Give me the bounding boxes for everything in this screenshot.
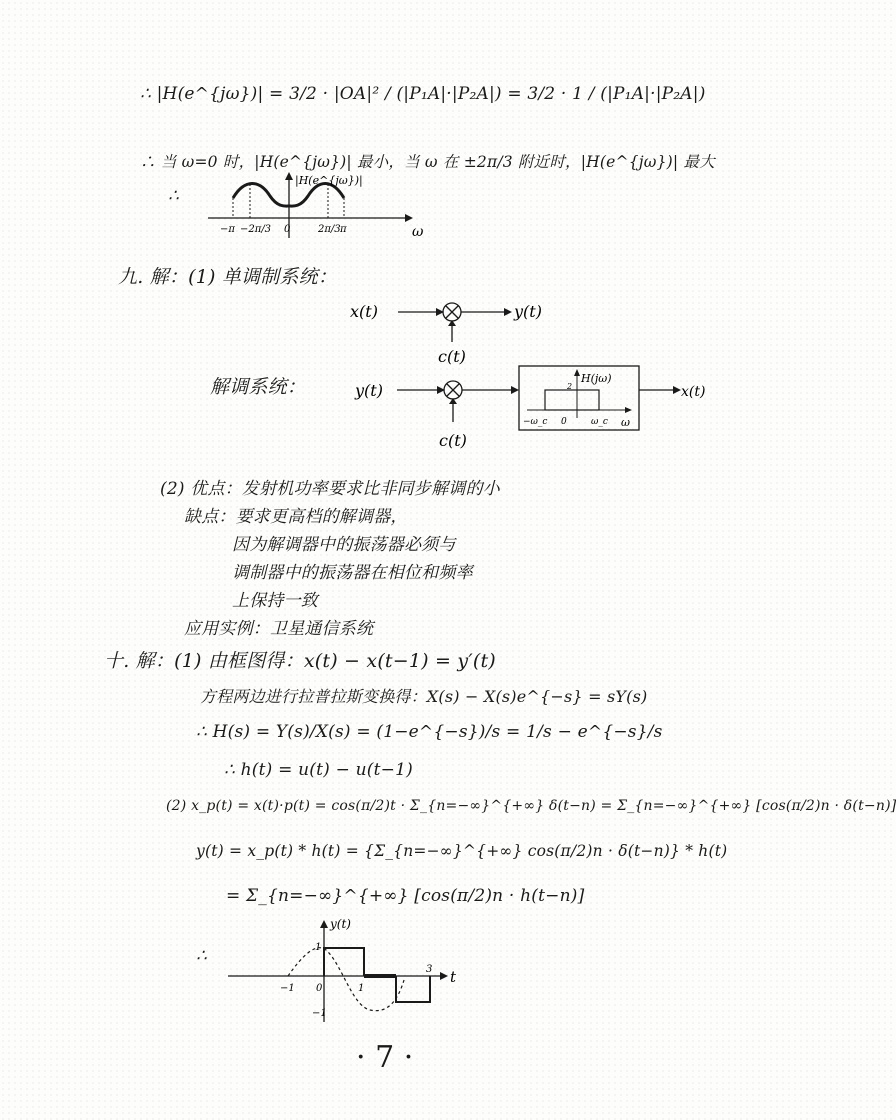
output-convolution: y(t) = x_p(t) * h(t) = {Σ_{n=−∞}^{+∞} cos(π/2)n · δ(t−n)} * h(t) xyxy=(196,842,728,860)
filter-tick-zero: 0 xyxy=(561,417,567,427)
demod-input: y(t) xyxy=(355,381,383,400)
fig3-ytick-1: 1 xyxy=(315,942,322,953)
fig1-tick-2pi3: 2π/3 xyxy=(318,224,341,235)
fig3-tick-1: 1 xyxy=(358,983,365,994)
fig3-tick-0: 0 xyxy=(316,983,323,994)
application-example: 应用实例：卫星通信系统 xyxy=(184,619,374,639)
fig3-ytick-neg1: −1 xyxy=(312,1008,327,1019)
mod-output: y(t) xyxy=(514,302,542,321)
mod-carrier: c(t) xyxy=(438,347,466,366)
sampled-signal: (2) x_p(t) = x(t)·p(t) = cos(π/2)t · Σ_{n=−∞}^{+∞} δ(t−n) = Σ_{n=−∞}^{+∞} [cos(π/2)n · δ(t−n)] xyxy=(166,798,896,814)
statement-min-max: ∴ 当 ω=0 时，|H(e^{jω})| 最小，当 ω 在 ±2π/3 附近时，|H(e^{jω})| 最大 xyxy=(140,153,715,171)
fig1-tick-neg-2pi3: −2π/3 xyxy=(240,224,272,235)
filter-gain: 2 xyxy=(567,382,573,391)
fig1-tick-neg-pi: −π xyxy=(220,224,235,235)
laplace-transform-line: 方程两边进行拉普拉斯变换得：X(s) − X(s)e^{−s} = sY(s) xyxy=(200,687,648,706)
advantage-line: (2) 优点：发射机功率要求比非同步解调的小 xyxy=(160,479,500,499)
page-number: · 7 · xyxy=(356,1040,414,1075)
fig1-xlabel: ω xyxy=(412,224,424,240)
section-9-heading: 九. 解：(1) 单调制系统： xyxy=(118,266,338,288)
filter-tick-neg-wc: −ω_c xyxy=(523,417,548,427)
yt-negative-pulse xyxy=(396,976,430,1002)
disadvantage-reason-3: 上保持一致 xyxy=(232,591,318,611)
output-signal-sketch xyxy=(222,916,472,1026)
fig3-ylabel: y(t) xyxy=(330,917,351,931)
fig1-tick-zero: 0 xyxy=(284,224,291,235)
demod-carrier: c(t) xyxy=(439,431,467,450)
fig3-tick-neg1: −1 xyxy=(280,983,295,994)
demod-output: x(t) xyxy=(681,384,706,400)
disadvantage-reason-2: 调制器中的振荡器在相位和频率 xyxy=(232,563,473,583)
section-10-heading: 十. 解：(1) 由框图得：x(t) − x(t−1) = y′(t) xyxy=(104,650,496,672)
demod-heading: 解调系统： xyxy=(210,376,307,398)
filter-label: H(jω) xyxy=(581,372,612,385)
filter-passband xyxy=(545,390,599,410)
impulse-response: ∴ h(t) = u(t) − u(t−1) xyxy=(224,760,413,780)
disadvantage-reason-1: 因为解调器中的振荡器必须与 xyxy=(232,535,456,555)
therefore-fig1: ∴ xyxy=(168,186,180,206)
filter-axis: ω xyxy=(621,416,630,429)
fig1-ylabel: |H(e^{jω})| xyxy=(295,174,363,187)
fig1-tick-pi: π xyxy=(340,224,347,235)
transfer-function: ∴ H(s) = Y(s)/X(s) = (1−e^{−s})/s = 1/s − e^{−s}/s xyxy=(196,722,663,742)
mod-input: x(t) xyxy=(350,302,378,321)
magnitude-response-sketch xyxy=(200,170,424,242)
disadvantage-line: 缺点：要求更高档的解调器， xyxy=(184,507,408,527)
eq-H-magnitude: ∴ |H(e^{jω})| = 3/2 · |OA|² / (|P₁A|·|P₂A|) = 3/2 · 1 / (|P₁A|·|P₂A|) xyxy=(140,84,706,104)
output-sum: = Σ_{n=−∞}^{+∞} [cos(π/2)n · h(t−n)] xyxy=(226,886,585,906)
therefore-fig3: ∴ xyxy=(196,946,208,966)
dashed-cosine xyxy=(288,948,404,1011)
demodulation-diagram xyxy=(355,356,715,456)
fig3-xlabel: t xyxy=(450,968,457,986)
yt-rect-pulse xyxy=(324,948,364,976)
fig3-tick-3: 3 xyxy=(426,964,433,975)
filter-tick-wc: ω_c xyxy=(591,417,608,427)
